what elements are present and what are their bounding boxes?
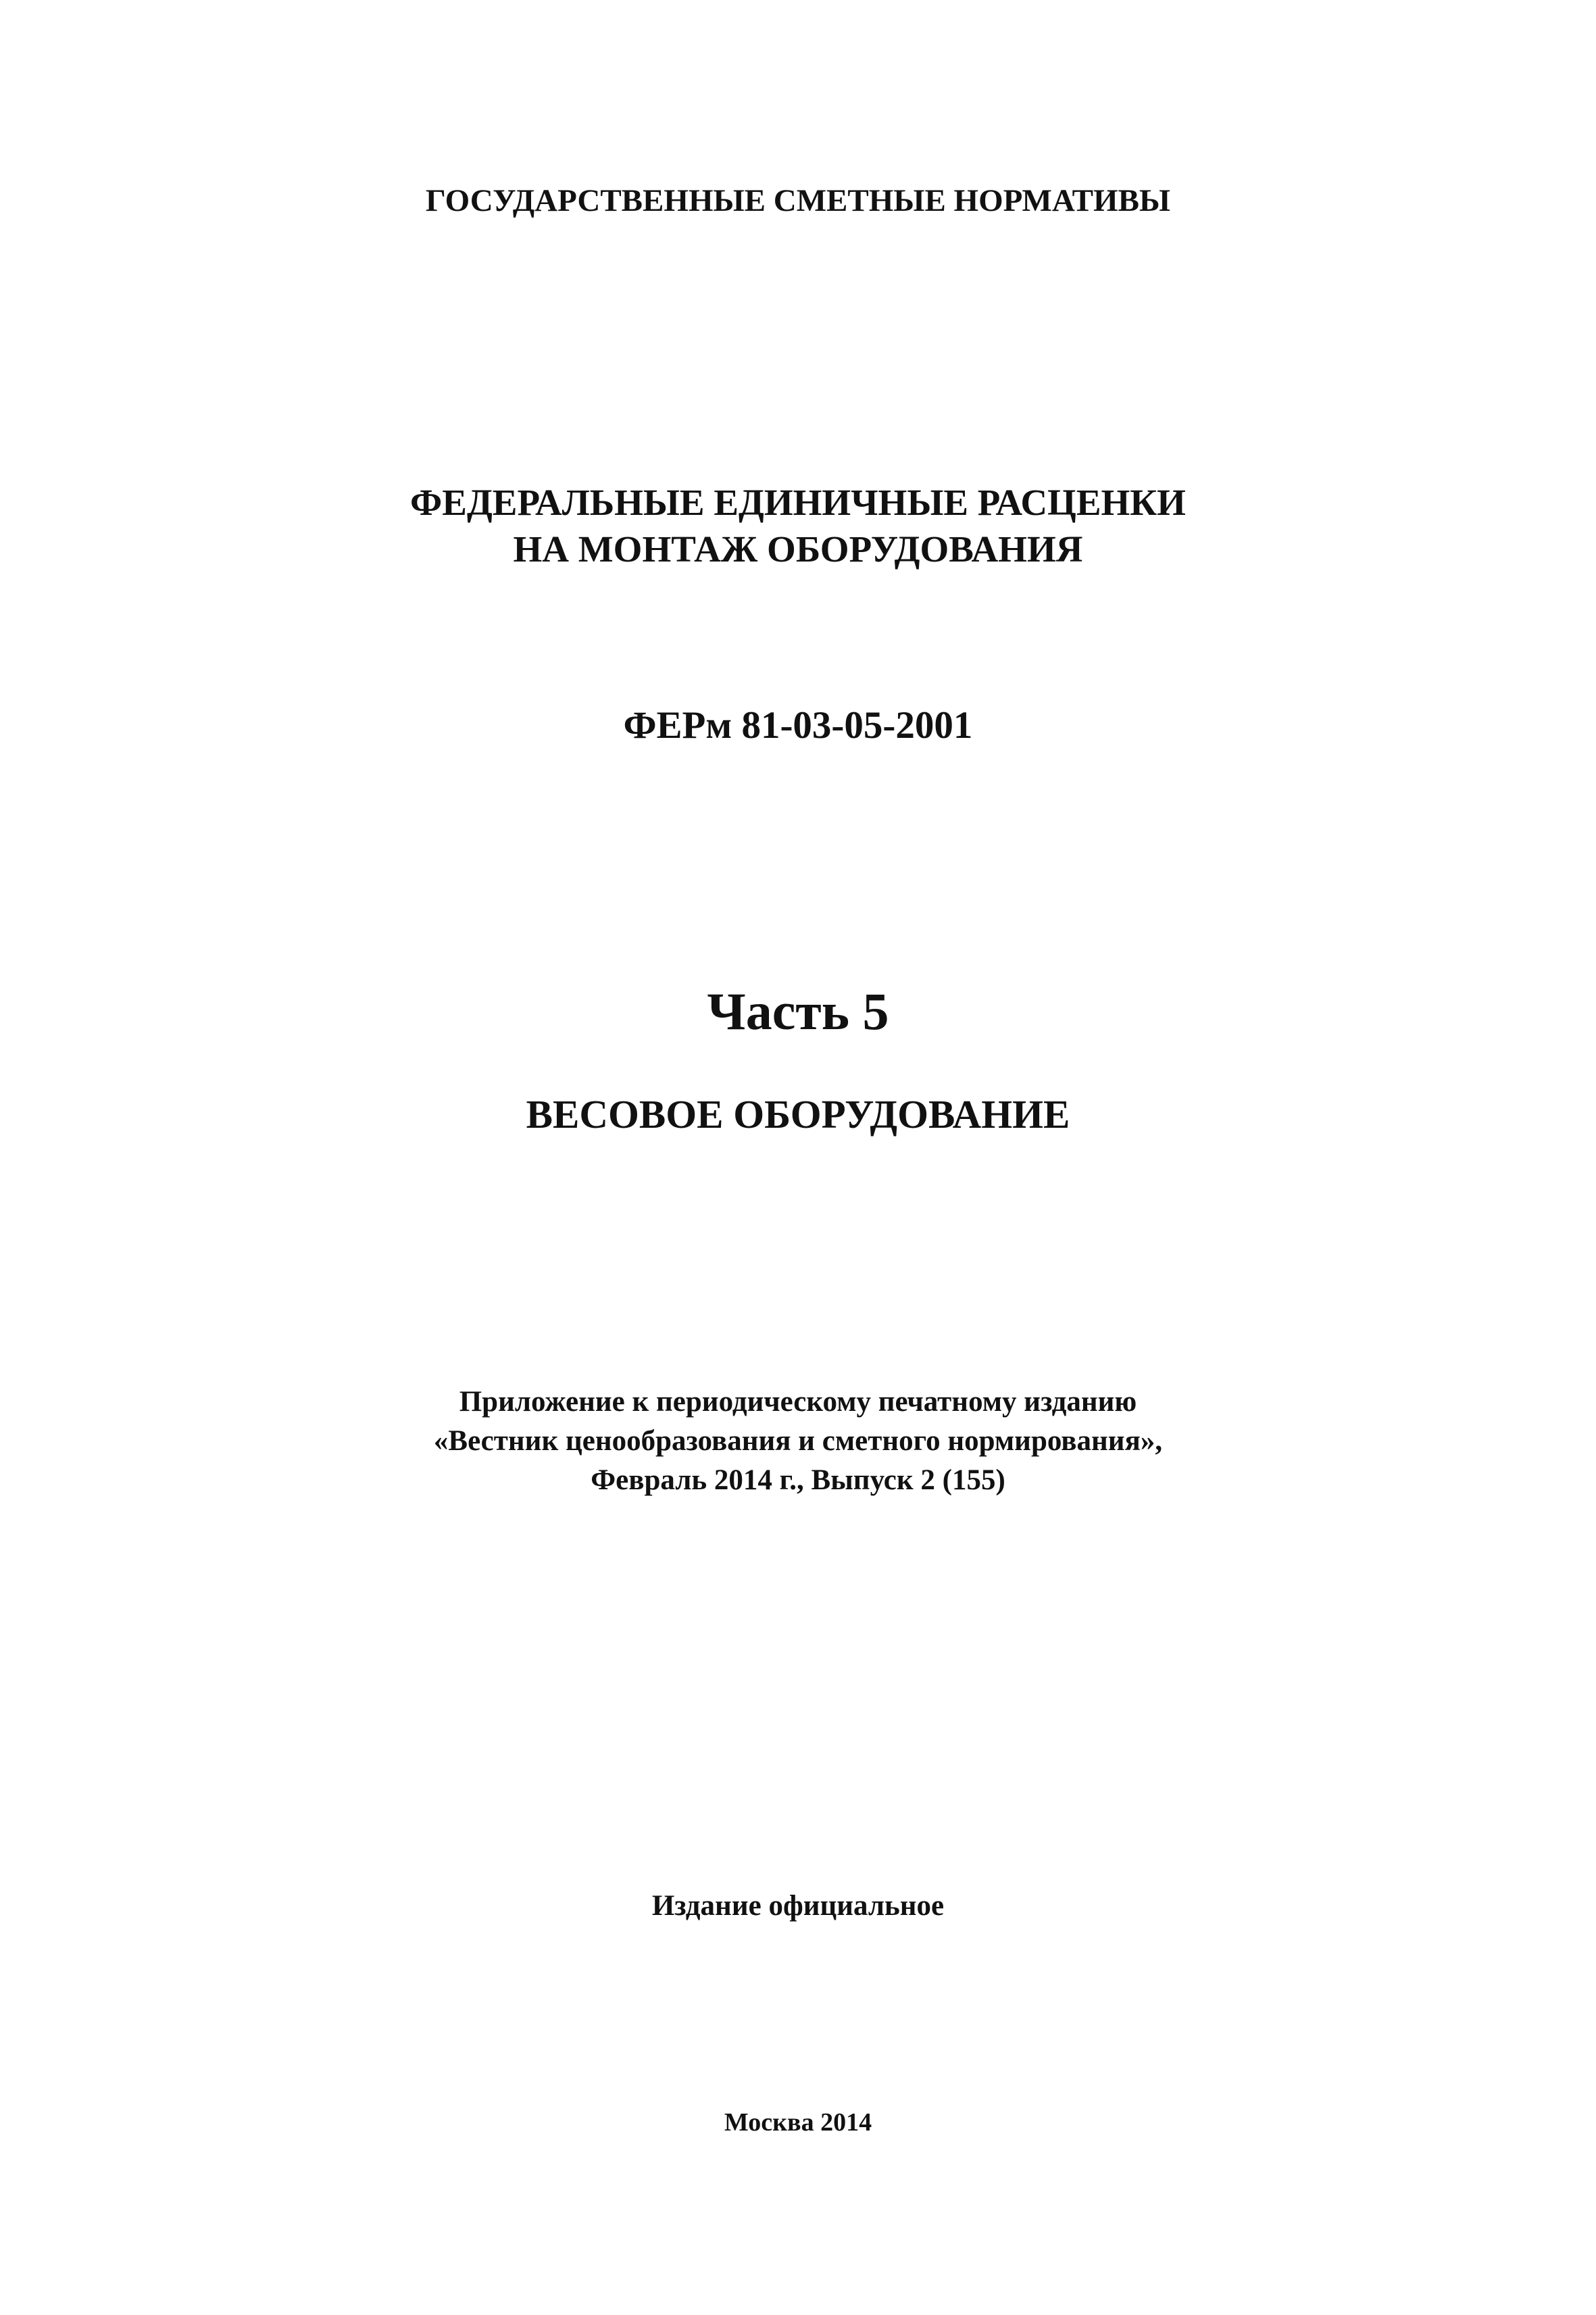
appendix-line-3: Февраль 2014 г., Выпуск 2 (155) bbox=[591, 1464, 1005, 1496]
section-title: ВЕСОВОЕ ОБОРУДОВАНИЕ bbox=[526, 1092, 1070, 1137]
document-title-line-2: НА МОНТАЖ ОБОРУДОВАНИЯ bbox=[513, 528, 1083, 570]
place-year: Москва 2014 bbox=[724, 2108, 872, 2137]
appendix-line-2: «Вестник ценообразования и сметного нормирования», bbox=[433, 1425, 1163, 1457]
document-code: ФЕРм 81-03-05-2001 bbox=[623, 704, 973, 747]
document-header: ГОСУДАРСТВЕННЫЕ СМЕТНЫЕ НОРМАТИВЫ bbox=[425, 183, 1171, 218]
appendix-line-1: Приложение к периодическому печатному изданию bbox=[459, 1386, 1137, 1418]
document-title-line-1: ФЕДЕРАЛЬНЫЕ ЕДИНИЧНЫЕ РАСЦЕНКИ bbox=[410, 482, 1186, 523]
edition-label: Издание официальное bbox=[651, 1890, 945, 1922]
part-number: Часть 5 bbox=[707, 982, 889, 1041]
